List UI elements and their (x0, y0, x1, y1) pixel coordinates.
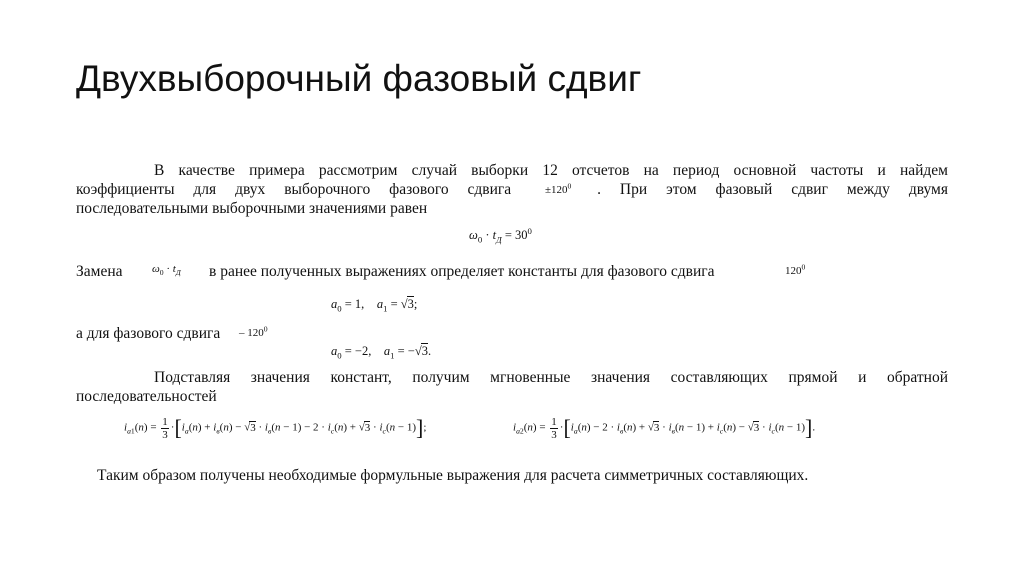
replacement-label: Замена (76, 263, 123, 280)
replacement-text: в ранее полученных выражениях определяет константы для фазового сдвига (209, 263, 715, 280)
conclusion-text: Таким образом получены необходимые формульные выражения для расчета симметричных составляющих. (97, 467, 809, 484)
substitution-line-1: Подставляя значения констант, получим мгновенные значения составляющих прямой и обратной (154, 369, 948, 386)
positive-sequence-formula: $i_{a1}(n)$ = $\frac{1}{3}$ $\cdot[i_a(n) + i_в(n) - √3 \cdot i_в(n - 1) - 2 \cdot i_c(n) + √3 \cdot i_c(n - 1)]$; (124, 415, 427, 441)
substitution-paragraph (76, 368, 948, 406)
intro-line-1: В качестве примера рассмотрим случай выборки 12 отсчетов на период основной частоты и найдем (154, 162, 948, 179)
negative-shift-angle: – $120^0$ (239, 324, 268, 339)
constants-negative-formula: $a_0 = -2$, $a_1 = -√3$. (331, 344, 432, 361)
constants-positive-formula: $a_0 = 1$, $a_1 = √3$; (331, 297, 418, 314)
intro-line-2: коэффициенты для двух выборочного фазового сдвига . При этом фазовый сдвиг между двумя (76, 181, 948, 198)
sample-phase-formula: $\omega_0 \cdot t_Д = 30^0$ (469, 225, 532, 245)
replacement-angle: $120^0$ (785, 262, 806, 277)
substitution-line-2: последовательностей (76, 388, 217, 405)
phase-shift-formula: $\pm 120^0$ (545, 181, 572, 196)
negative-shift-text: а для фазового сдвига (76, 325, 221, 342)
intro-paragraph (76, 161, 948, 218)
intro-line-3: последовательными выборочными значениями равен (76, 200, 428, 217)
slide-title: Двухвыборочный фазовый сдвиг (76, 58, 642, 99)
negative-sequence-formula: $i_{a2}(n)$ = $\frac{1}{3}$ $\cdot[i_a(n) - 2 \cdot i_в(n) + √3 \cdot i_в(n - 1) + i_c(n) - √3 \cdot i_c(n - 1)]$. (513, 415, 816, 441)
replacement-formula: $\omega_0 \cdot t_Д$ (152, 263, 181, 278)
